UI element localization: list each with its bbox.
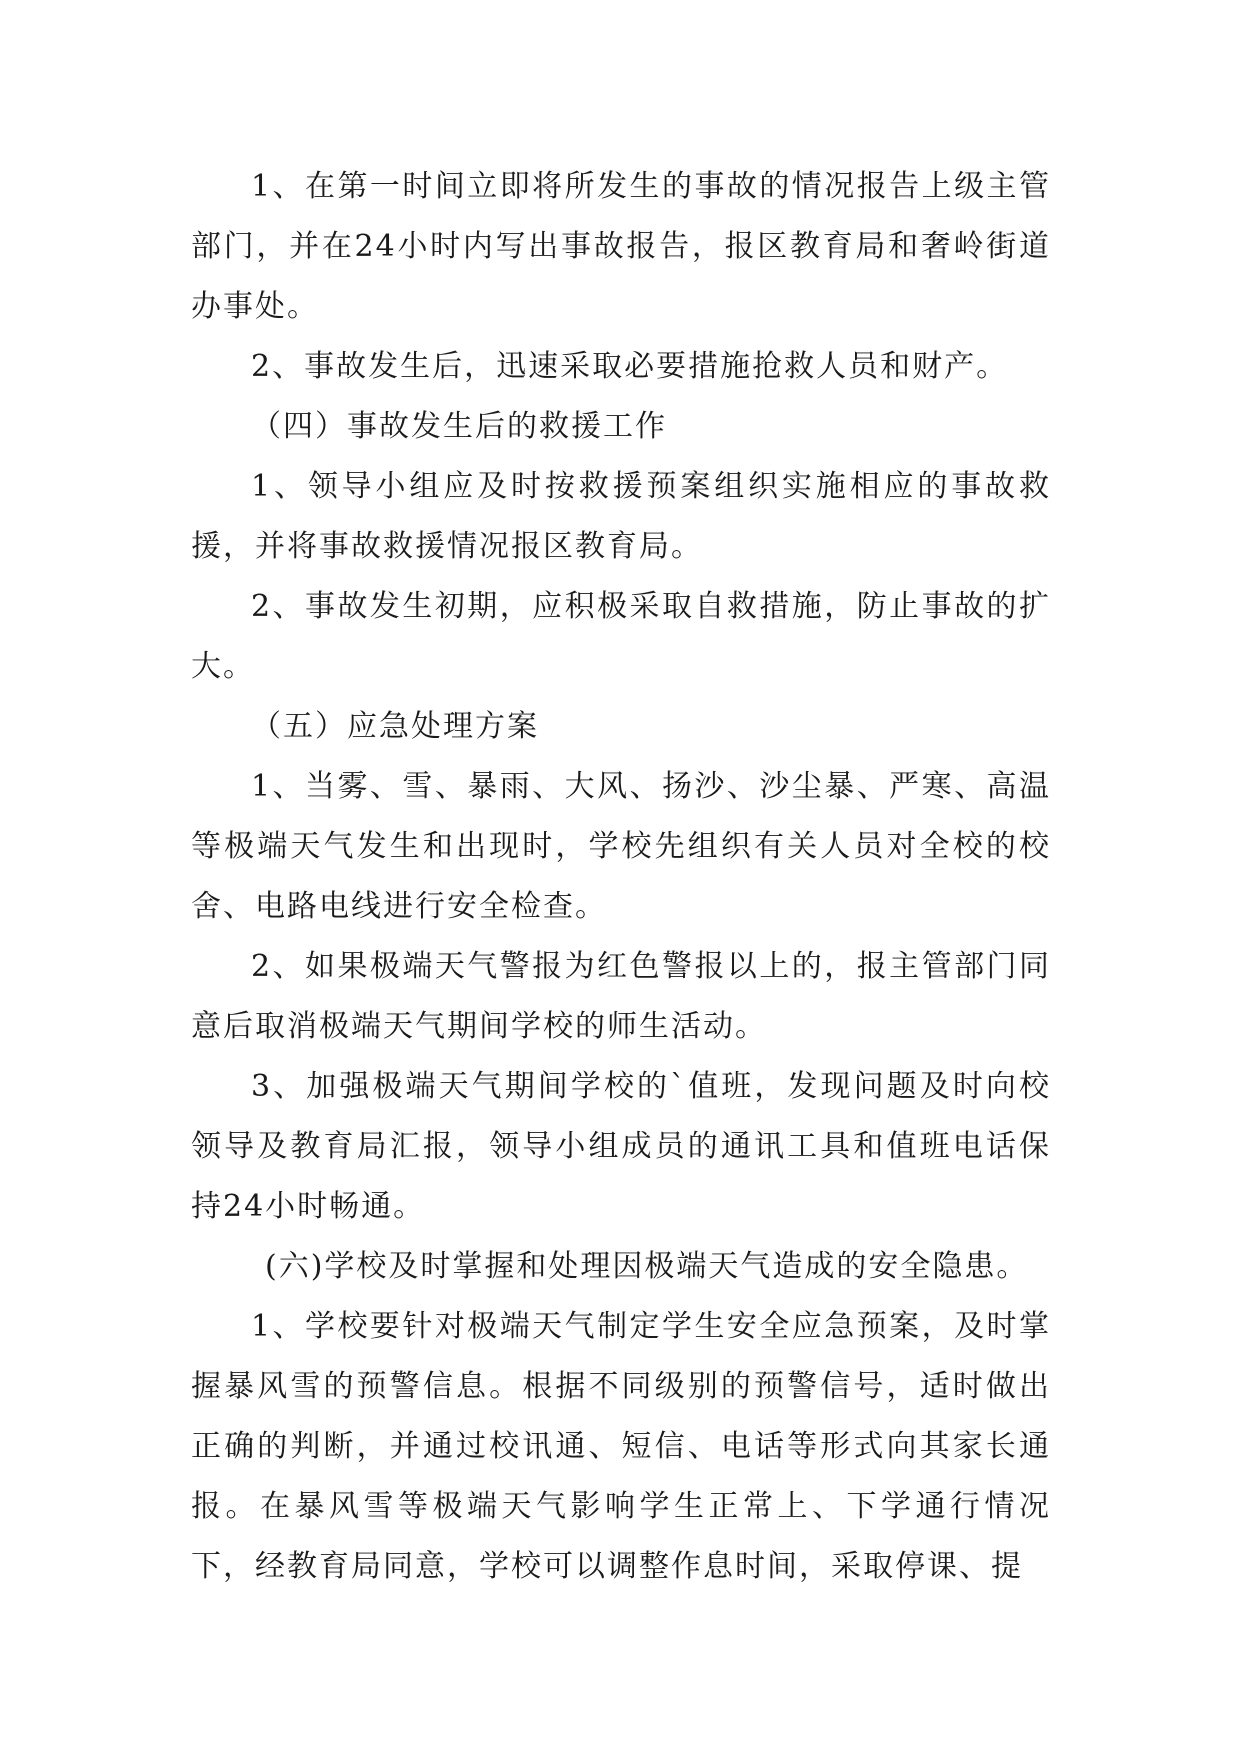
paragraph-red-alert: 2、如果极端天气警报为红色警报以上的，报主管部门同意后取消极端天气期间学校的师生活动。 [191,949,1051,1044]
paragraph-leading-group-rescue: 1、领导小组应及时按救援预案组织实施相应的事故救援，并将事故救援情况报区教育局。 [191,469,1051,564]
document-body [191,157,1051,1597]
paragraph-duty-strengthening: 3、加强极端天气期间学校的`值班，发现问题及时向校领导及教育局汇报，领导小组成员的通讯工具和值班电话保持24小时畅通。 [191,1069,1051,1224]
paragraph-rescue-measures: 2、事故发生后，迅速采取必要措施抢救人员和财产。 [251,349,1009,384]
section-heading-hazards: (六)学校及时掌握和处理因极端天气造成的安全隐患。 [265,1249,1029,1284]
section-heading-rescue-work: （四）事故发生后的救援工作 [251,409,667,444]
section-heading-emergency-plan: （五）应急处理方案 [251,709,539,744]
paragraph-self-rescue: 2、事故发生初期，应积极采取自救措施，防止事故的扩大。 [191,589,1051,684]
paragraph-safety-inspection: 1、当雾、雪、暴雨、大风、扬沙、沙尘暴、严寒、高温等极端天气发生和出现时，学校先组织有关人员对全校的校舍、电路电线进行安全检查。 [191,769,1051,924]
paragraph-report-accident: 1、在第一时间立即将所发生的事故的情况报告上级主管部门，并在24小时内写出事故报告，报区教育局和奢岭街道办事处。 [191,169,1051,324]
paragraph-emergency-preplan: 1、学校要针对极端天气制定学生安全应急预案，及时掌握暴风雪的预警信息。根据不同级别的预警信号，适时做出正确的判断，并通过校讯通、短信、电话等形式向其家长通报。在暴风雪等极端天气影响学生正常上、下学通行情况下，经教育局同意，学校可以调整作息时间，采取停课、提 [191,1309,1051,1584]
